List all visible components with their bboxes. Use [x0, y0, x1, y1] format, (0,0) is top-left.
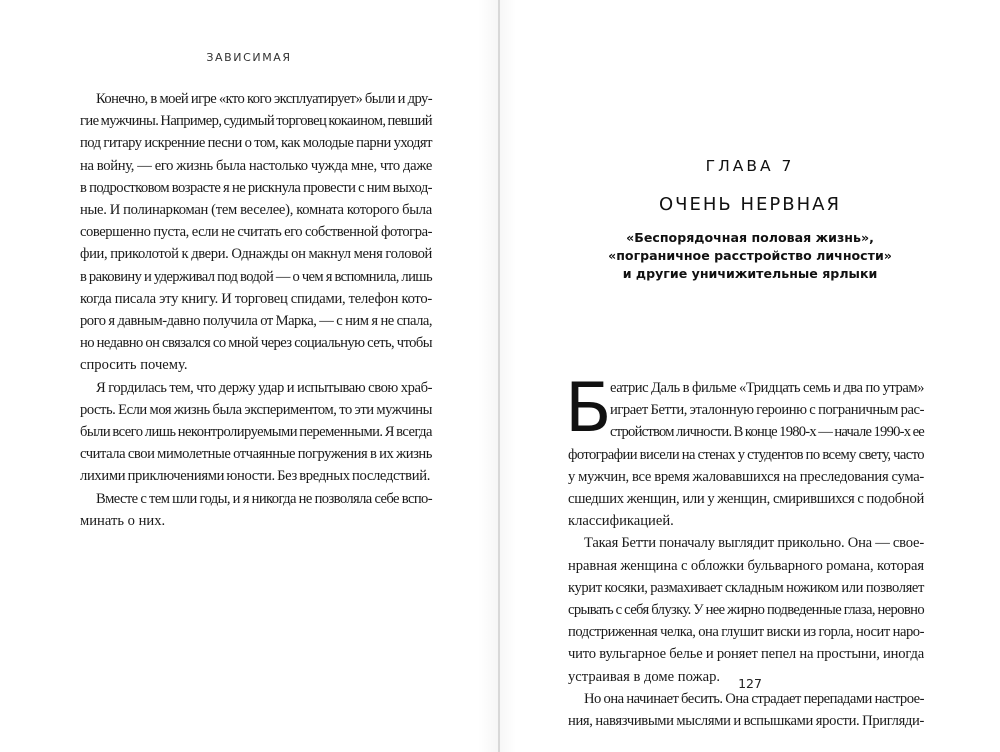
text-line: минать о них.	[80, 512, 166, 529]
text-line: классификацией.	[568, 513, 674, 530]
text-line: ные. И полинаркоман (тем веселее), комната которого была	[80, 202, 432, 219]
text-line: чито вульгарное белье и роняет пепел на простыни, иногда	[568, 646, 924, 663]
gutter-shadow	[478, 0, 498, 752]
text-line: рого я давным-давно получила от Марка, — с ним я не спала,	[80, 313, 432, 330]
text-line: курит косяки, размахивает складным ножиком или позволяет	[568, 579, 924, 596]
text-line: нравная женщина с обложки бульварного романа, которая	[568, 557, 924, 574]
subtitle-line: и другие уничижительные ярлыки	[622, 266, 878, 281]
chapter-subtitle	[500, 229, 1000, 283]
text-line: на войну, — его жизнь была настолько чужда мне, что даже	[80, 157, 432, 174]
text-line: совершенно пуста, если не считать его собственной фотогра-	[80, 224, 432, 241]
text-line: гие мужчины. Например, судимый торговец кокаином, певший	[80, 113, 432, 130]
text-line: спросить почему.	[80, 357, 188, 374]
text-line: в подростковом возрасте я не рискнула провести с ним выход-	[80, 179, 432, 196]
gutter-shadow-right	[500, 0, 516, 752]
text-line: подстриженная челка, она глушит виски из горла, носит наро-	[568, 624, 924, 641]
chapter-title: ОЧЕНЬ НЕРВНАЯ	[659, 194, 841, 215]
text-line: лихими приключениями юности. Без вредных последствий.	[80, 468, 431, 485]
text-line: еатрис Даль в фильме «Тридцать семь и два по утрам»	[610, 380, 924, 396]
page-number: 127	[738, 676, 762, 691]
text-line: устраивая в доме пожар.	[568, 668, 721, 685]
drop-cap: Б	[565, 369, 612, 448]
running-head: ЗАВИСИМАЯ	[206, 51, 292, 64]
text-line: под гитару искренние песни о том, как молодые парни уходят	[80, 135, 432, 152]
text-line: но недавно он связался со мной через социальную сеть, чтобы	[80, 335, 432, 352]
subtitle-line: «Беспорядочная половая жизнь»,	[626, 230, 874, 245]
text-line: играет Бетти, эталонную героиню с пограничным рас-	[610, 402, 924, 419]
left-body-text	[80, 88, 432, 532]
text-line: Я гордилась тем, что держу удар и испытываю свою храб-	[96, 379, 432, 396]
text-line: когда писала эту книгу. И торговец спидами, телефон кото-	[80, 290, 432, 307]
text-line: Такая Бетти поначалу выглядит прикольно. Она — свое-	[584, 535, 924, 552]
text-line: считала свои мимолетные отчаянные погружения в их жизнь	[80, 446, 432, 463]
text-line: фотографии висели на стенах у студентов по всему свету, часто	[568, 446, 924, 463]
text-line: Конечно, в моей игре «кто кого эксплуатирует» были и дру-	[96, 91, 432, 107]
text-line: у мужчин, все время жаловавшихся на преследования сума-	[568, 468, 924, 485]
text-line: в раковину и удерживал под водой — о чем я вспомнила, лишь	[80, 268, 432, 285]
text-line: срывать с себя блузку. У нее жирно подведенные глаза, неровно	[568, 602, 924, 619]
subtitle-line: «пограничное расстройство личности»	[608, 248, 892, 263]
text-line: Вместе с тем шли годы, и я никогда не позволяла себе вспо-	[96, 490, 432, 507]
text-line: сшедших женщин, или у женщин, смирившихся с подобной	[568, 491, 924, 508]
text-line: фии, приколотой к двери. Однажды он макнул меня головой	[80, 246, 432, 263]
text-line: были всего лишь неконтролируемыми переменными. Я всегда	[80, 424, 432, 441]
chapter-number: ГЛАВА 7	[705, 157, 795, 175]
text-line: рость. Если моя жизнь была экспериментом, то эти мужчины	[80, 401, 432, 418]
text-line: ния, навязчивыми мыслями и вспышками ярости. Пригляди-	[568, 713, 924, 730]
text-line: стройством личности. В конце 1980-х — начале 1990-х ее	[610, 424, 924, 441]
text-line: Но она начинает бесить. Она страдает перепадами настрое-	[584, 690, 924, 707]
